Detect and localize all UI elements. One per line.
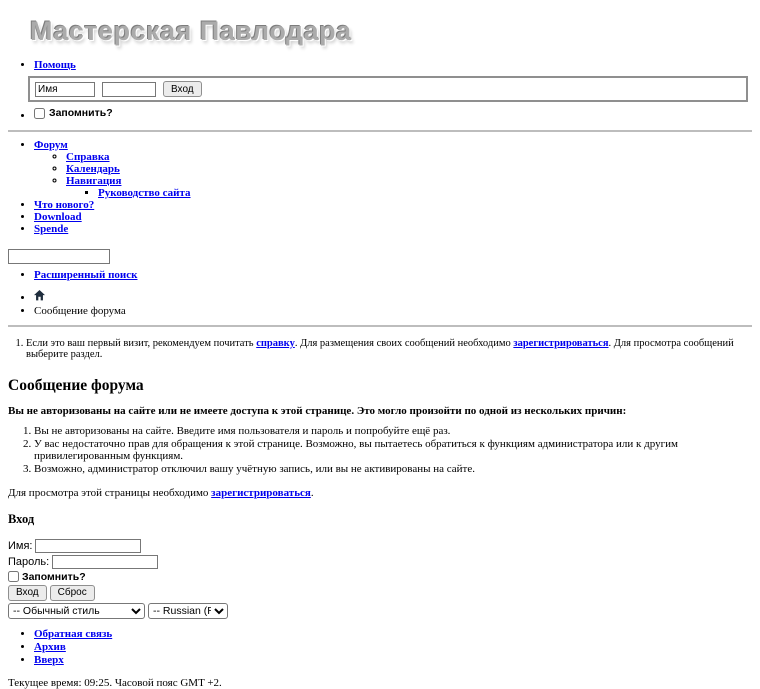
- register-prompt-text: Для просмотра этой страницы необходимо: [8, 486, 212, 499]
- quick-password-input[interactable]: [102, 82, 156, 97]
- register-prompt-suffix: .: [310, 486, 314, 499]
- nav-spende[interactable]: Spende: [34, 222, 69, 235]
- main-menu: [8, 140, 752, 235]
- navigation-submenu: [66, 188, 752, 199]
- breadcrumb-home: [34, 290, 752, 304]
- notice-text-2: . Для размещения своих сообщений необходимо: [294, 337, 514, 349]
- login-reset-button[interactable]: Сброс: [50, 585, 95, 601]
- help-list: [8, 59, 752, 71]
- archive-link[interactable]: Архив: [34, 640, 66, 653]
- footer-item-top: [34, 654, 752, 666]
- nav-calendar[interactable]: Календарь: [66, 162, 120, 175]
- remember-item: [34, 107, 752, 122]
- menu-item-site-guide: [98, 188, 752, 199]
- page-title: Сообщение форума: [8, 376, 144, 394]
- breadcrumb: [8, 290, 752, 317]
- first-visit-notice: [8, 338, 752, 360]
- language-select[interactable]: [148, 603, 228, 619]
- advanced-search-link[interactable]: Расширенный поиск: [34, 268, 138, 281]
- password-input[interactable]: [52, 555, 158, 569]
- divider-mid: [8, 325, 752, 327]
- help-link[interactable]: Помощь: [34, 59, 76, 71]
- login-form: [8, 539, 752, 619]
- style-select[interactable]: [8, 603, 145, 619]
- advanced-search-item: [34, 269, 752, 281]
- current-time-note: Текущее время: 09:25. Часовой пояс GMT +2.: [8, 676, 222, 689]
- nav-navigation[interactable]: Навигация: [66, 174, 122, 187]
- breadcrumb-current: • Сообщение форума: [34, 305, 752, 317]
- footer-item-contact: [34, 628, 752, 640]
- menu-item-forum: [34, 140, 752, 199]
- password-label: Пароль:: [8, 555, 50, 568]
- quick-login-box: [28, 76, 748, 102]
- advanced-search-list: [8, 269, 752, 281]
- register-link[interactable]: зарегистрироваться: [211, 486, 311, 499]
- footer-links: [8, 628, 752, 666]
- remember-label: • Запомнить?: [49, 107, 113, 119]
- notice-text-1: Если это ваш первый визит, рекомендуем почитать: [26, 337, 257, 349]
- menu-item-navigation: [66, 176, 752, 199]
- form-remember-checkbox[interactable]: [8, 571, 19, 582]
- reason-item-2: 2. У вас недостаточно прав для обращения к этой странице. Возможно, вы пытаетесь обратиться к функциям администратора или к другим привилегированным функциям.: [34, 438, 752, 462]
- reason-item-3: 3. Возможно, администратор отключил вашу учётную запись, или вы не активированы на сайте.: [34, 463, 752, 475]
- username-input[interactable]: [35, 539, 141, 553]
- site-logo: Мастерская Павлодара: [30, 16, 352, 46]
- quick-username-input[interactable]: [35, 82, 95, 97]
- menu-item-spravka: [66, 152, 752, 163]
- notice-help-link[interactable]: справку: [256, 337, 295, 349]
- nav-forum[interactable]: Форум: [34, 138, 68, 151]
- nav-site-guide[interactable]: Руководство сайта: [98, 186, 191, 199]
- remember-row: [8, 571, 752, 583]
- nav-spravka[interactable]: Справка: [66, 150, 110, 163]
- help-list-item: [34, 59, 752, 71]
- reason-item-1: 1. Вы не авторизованы на сайте. Введите имя пользователя и пароль и попробуйте ещё раз.: [34, 425, 752, 437]
- login-form-title: Вход: [8, 511, 35, 526]
- password-row: [8, 555, 752, 569]
- home-link[interactable]: [34, 290, 45, 301]
- remember-checkbox[interactable]: [34, 108, 45, 119]
- selects-row: [8, 603, 752, 619]
- footer-item-archive: [34, 641, 752, 653]
- quick-login-button[interactable]: Вход: [163, 81, 202, 97]
- back-to-top-link[interactable]: Вверх: [34, 653, 64, 666]
- username-label: Имя:: [8, 539, 33, 552]
- buttons-row: [8, 585, 752, 601]
- menu-item-download: [34, 212, 752, 223]
- notice-text-3: . Для просмотра сообщений выберите раздел.: [26, 337, 734, 360]
- contact-link[interactable]: Обратная связь: [34, 627, 113, 640]
- divider-top: [8, 130, 752, 132]
- username-row: [8, 539, 752, 553]
- nav-whats-new[interactable]: Что нового?: [34, 198, 95, 211]
- login-submit-button[interactable]: Вход: [8, 585, 47, 601]
- forum-submenu: [34, 152, 752, 199]
- register-prompt: [8, 487, 752, 499]
- notice-item: [26, 338, 752, 360]
- nav-download[interactable]: Download: [34, 210, 82, 223]
- error-intro: Вы не авторизованы на сайте или не имеете доступа к этой странице. Это могло произойти по одной из нескольких причин:: [8, 404, 627, 417]
- remember-label-wrap: [34, 107, 113, 119]
- menu-item-calendar: [66, 164, 752, 175]
- reasons-list: [8, 425, 752, 475]
- menu-item-spende: [34, 224, 752, 235]
- form-remember-label: Запомнить?: [22, 570, 86, 583]
- remember-list: [8, 107, 752, 122]
- notice-register-link[interactable]: зарегистрироваться: [513, 337, 609, 349]
- search-input[interactable]: [8, 249, 110, 264]
- home-icon: [34, 290, 45, 301]
- menu-item-whats-new: [34, 200, 752, 211]
